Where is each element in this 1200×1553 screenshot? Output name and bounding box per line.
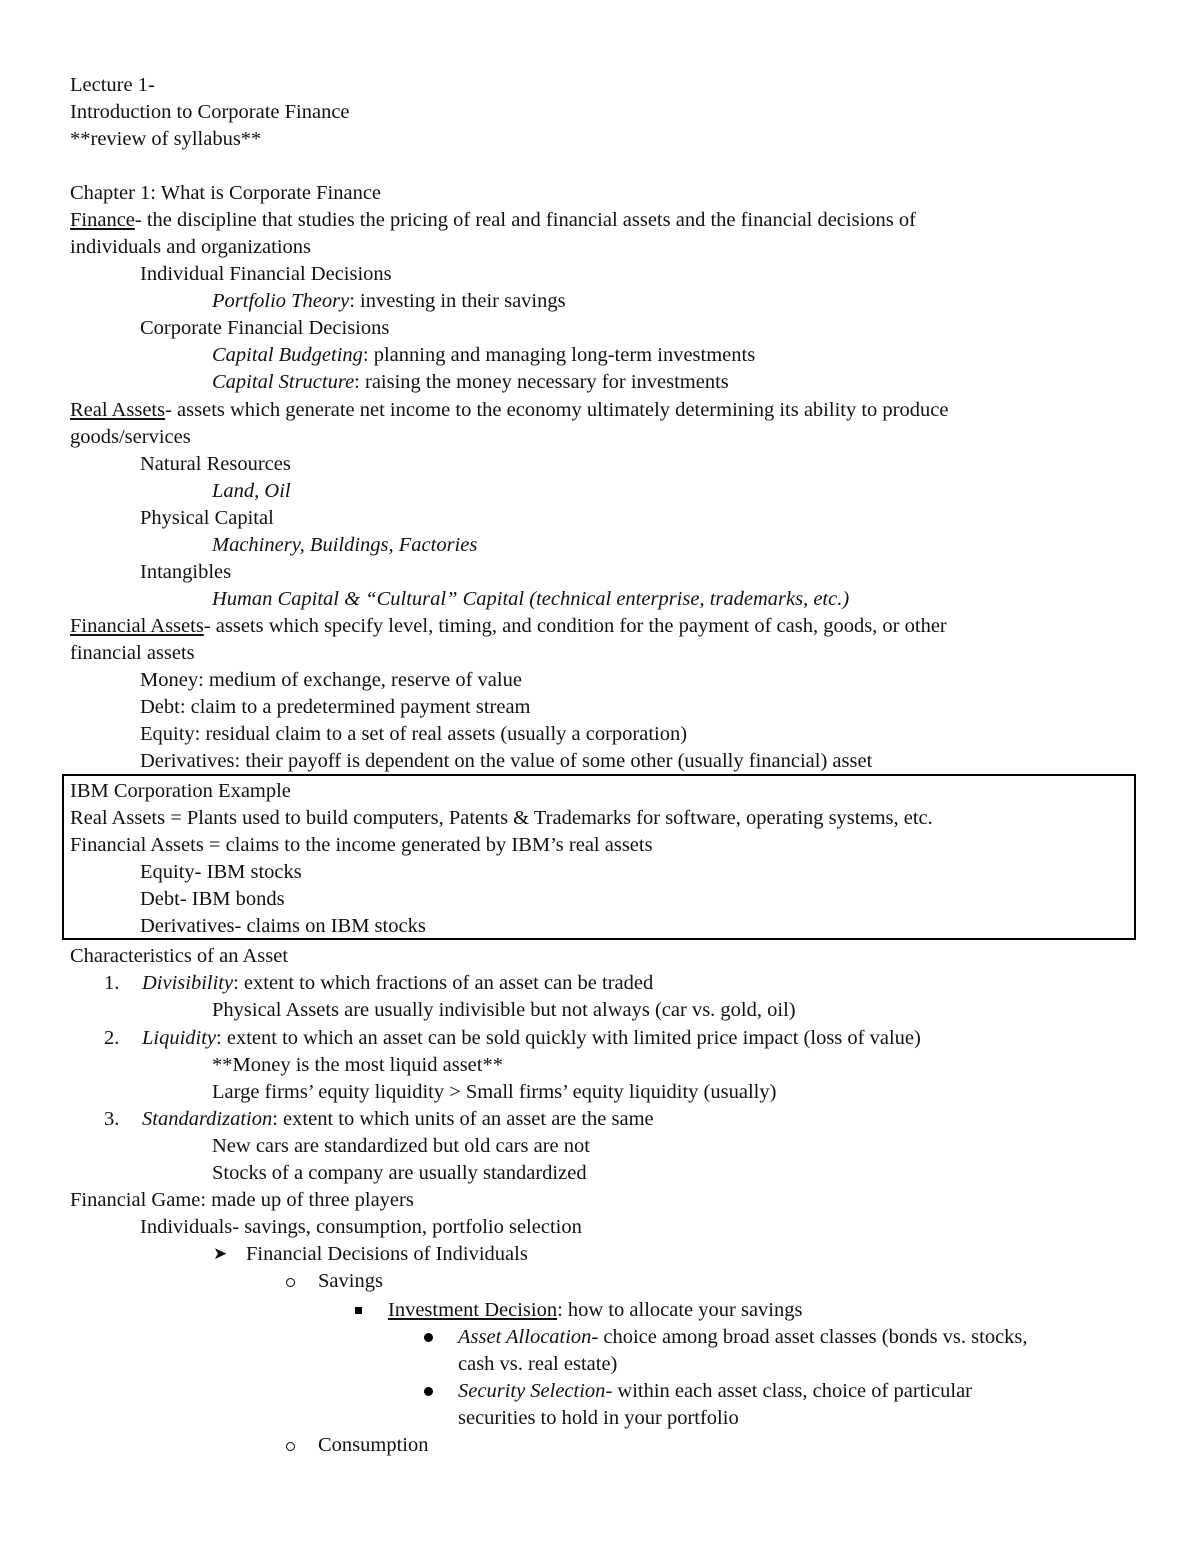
intangibles-examples: Human Capital & “Cultural” Capital (technical enterprise, trademarks, etc.) bbox=[212, 588, 850, 610]
capital-structure bbox=[212, 369, 729, 396]
finance-def-continued: individuals and organizations bbox=[70, 236, 312, 258]
asset-allocation-term: Asset Allocation bbox=[458, 1326, 592, 1348]
standardization-item bbox=[142, 1106, 654, 1133]
real-assets-term: Real Assets bbox=[70, 399, 166, 421]
list-number: 2. bbox=[104, 1027, 120, 1049]
portfolio-def: : investing in their savings bbox=[349, 290, 566, 312]
debt-item: Debt: claim to a predetermined payment stream bbox=[140, 696, 531, 718]
standardization-note: New cars are standardized but old cars are not bbox=[212, 1135, 590, 1157]
lecture-label: Lecture 1- bbox=[70, 74, 155, 96]
asset-allocation-def: - choice among broad asset classes (bonds vs. stocks, bbox=[591, 1326, 1028, 1348]
asset-allocation bbox=[458, 1324, 1028, 1351]
real-assets-definition bbox=[70, 397, 948, 424]
dot-bullet-icon bbox=[424, 1333, 433, 1342]
divisibility-term: Divisibility bbox=[142, 972, 234, 994]
financial-game-heading: Financial Game: made up of three players bbox=[70, 1189, 414, 1211]
ibm-box-title: IBM Corporation Example bbox=[70, 780, 291, 802]
ibm-real-assets: Real Assets = Plants used to build computers, Patents & Trademarks for software, operating systems, etc. bbox=[70, 807, 933, 829]
liquidity-item bbox=[142, 1025, 921, 1052]
financial-assets-term: Financial Assets bbox=[70, 615, 204, 637]
chapter-heading: Chapter 1: What is Corporate Finance bbox=[70, 182, 382, 204]
standardization-term: Standardization bbox=[142, 1108, 273, 1130]
liquidity-def: : extent to which an asset can be sold quickly with limited price impact (loss of value) bbox=[216, 1027, 921, 1049]
arrow-bullet-icon: ➤ bbox=[213, 1244, 228, 1264]
equity-item: Equity: residual claim to a set of real assets (usually a corporation) bbox=[140, 723, 688, 745]
dot-bullet-icon bbox=[424, 1387, 433, 1396]
finance-term: Finance bbox=[70, 209, 135, 231]
portfolio-theory bbox=[212, 288, 566, 315]
derivatives-item: Derivatives: their payoff is dependent on the value of some other (usually financial) asset bbox=[140, 750, 873, 772]
corporate-decisions: Corporate Financial Decisions bbox=[140, 317, 390, 339]
liquidity-term: Liquidity bbox=[142, 1027, 217, 1049]
list-number: 3. bbox=[104, 1108, 120, 1130]
ibm-derivatives: Derivatives- claims on IBM stocks bbox=[140, 915, 426, 937]
asset-allocation-continued: cash vs. real estate) bbox=[458, 1353, 618, 1375]
standardization-note: Stocks of a company are usually standardized bbox=[212, 1162, 587, 1184]
security-selection-term: Security Selection bbox=[458, 1380, 606, 1402]
financial-assets-def-continued: financial assets bbox=[70, 642, 195, 664]
investment-decision-def: : how to allocate your savings bbox=[557, 1299, 803, 1321]
security-selection bbox=[458, 1378, 972, 1405]
ibm-debt: Debt- IBM bonds bbox=[140, 888, 285, 910]
document-title: Introduction to Corporate Finance bbox=[70, 101, 350, 123]
real-assets-def: - assets which generate net income to the economy ultimately determining its ability to produce bbox=[165, 399, 949, 421]
circle-bullet-icon bbox=[286, 1278, 295, 1287]
divisibility-item bbox=[142, 970, 653, 997]
natural-resources-examples: Land, Oil bbox=[212, 480, 291, 502]
real-assets-def-continued: goods/services bbox=[70, 426, 191, 448]
syllabus-note: **review of syllabus** bbox=[70, 128, 262, 150]
financial-decisions-individuals: Financial Decisions of Individuals bbox=[246, 1243, 528, 1265]
savings-item: Savings bbox=[318, 1270, 383, 1292]
standardization-def: : extent to which units of an asset are the same bbox=[272, 1108, 654, 1130]
security-selection-continued: securities to hold in your portfolio bbox=[458, 1407, 739, 1429]
investment-decision bbox=[388, 1297, 802, 1324]
capital-structure-term: Capital Structure bbox=[212, 371, 355, 393]
money-item: Money: medium of exchange, reserve of value bbox=[140, 669, 522, 691]
physical-capital: Physical Capital bbox=[140, 507, 274, 529]
divisibility-def: : extent to which fractions of an asset can be traded bbox=[233, 972, 654, 994]
finance-definition bbox=[70, 207, 916, 234]
natural-resources: Natural Resources bbox=[140, 453, 291, 475]
individuals-player: Individuals- savings, consumption, portfolio selection bbox=[140, 1216, 582, 1238]
ibm-equity: Equity- IBM stocks bbox=[140, 861, 302, 883]
capital-budgeting-term: Capital Budgeting bbox=[212, 344, 363, 366]
circle-bullet-icon bbox=[286, 1442, 295, 1451]
consumption-item: Consumption bbox=[318, 1434, 429, 1456]
finance-def: - the discipline that studies the pricing of real and financial assets and the financial decisions of bbox=[134, 209, 916, 231]
intangibles: Intangibles bbox=[140, 561, 232, 583]
divisibility-note: Physical Assets are usually indivisible but not always (car vs. gold, oil) bbox=[212, 999, 796, 1021]
physical-capital-examples: Machinery, Buildings, Factories bbox=[212, 534, 478, 556]
financial-assets-definition bbox=[70, 613, 947, 640]
liquidity-note: Large firms’ equity liquidity > Small firms’ equity liquidity (usually) bbox=[212, 1081, 777, 1103]
capital-budgeting bbox=[212, 342, 755, 369]
portfolio-term: Portfolio Theory bbox=[212, 290, 350, 312]
ibm-financial-assets: Financial Assets = claims to the income generated by IBM’s real assets bbox=[70, 834, 653, 856]
investment-decision-term: Investment Decision bbox=[388, 1299, 558, 1321]
liquidity-note: **Money is the most liquid asset** bbox=[212, 1054, 503, 1076]
financial-assets-def: - assets which specify level, timing, and condition for the payment of cash, goods, or other bbox=[203, 615, 947, 637]
capital-budgeting-def: : planning and managing long-term investments bbox=[362, 344, 756, 366]
capital-structure-def: : raising the money necessary for investments bbox=[354, 371, 729, 393]
list-number: 1. bbox=[104, 972, 120, 994]
square-bullet-icon bbox=[355, 1307, 362, 1314]
individual-decisions: Individual Financial Decisions bbox=[140, 263, 392, 285]
characteristics-heading: Characteristics of an Asset bbox=[70, 945, 289, 967]
security-selection-def: - within each asset class, choice of particular bbox=[605, 1380, 973, 1402]
